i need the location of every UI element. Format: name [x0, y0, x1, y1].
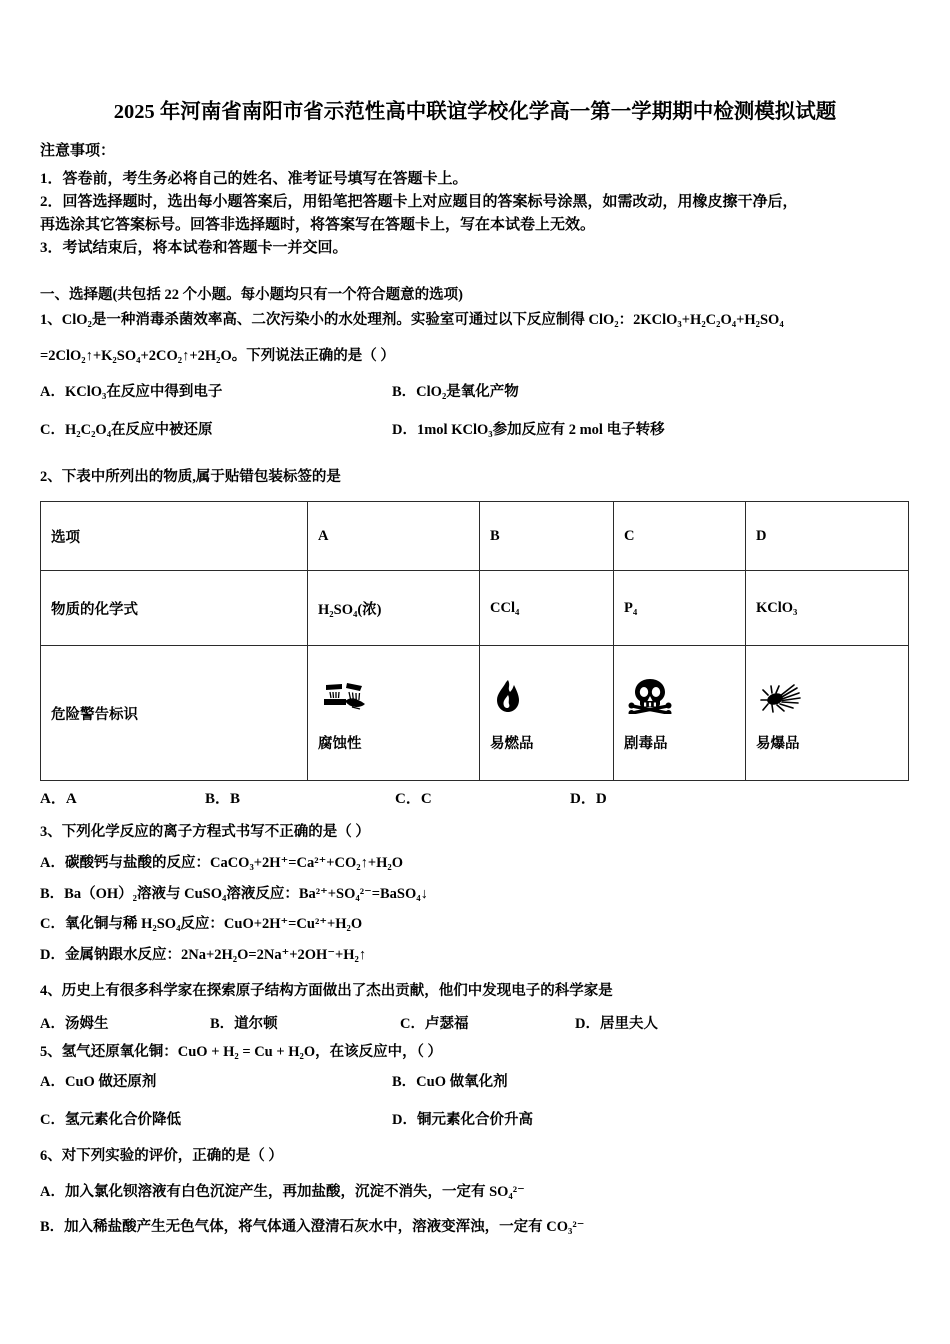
question-1-options-row-2 — [40, 420, 910, 442]
question-2-stem: 2、下表中所列出的物质,属于贴错包装标签的是 — [40, 469, 341, 486]
question-1-option-c[interactable]: C．H₂C₂O₄在反应中被还原 — [40, 421, 213, 438]
question-5-option-b[interactable]: B．CuO 做氧化剂 — [392, 1074, 508, 1091]
notice-heading: 注意事项： — [40, 142, 116, 159]
flammable-icon — [490, 674, 603, 718]
question-4-option-a[interactable]: A．汤姆生 — [40, 1015, 109, 1032]
question-1-option-b[interactable]: B．ClO₂是氧化产物 — [392, 383, 519, 400]
question-1-options-row-1 — [40, 382, 910, 404]
corrosive-icon — [318, 674, 469, 718]
question-2-option-d[interactable]: D．D — [570, 791, 607, 808]
question-6-option-b[interactable]: B．加入稀盐酸产生无色气体，将气体通入澄清石灰水中，溶液变浑浊，一定有 CO₃²⁻ — [40, 1219, 585, 1236]
table-row-options — [41, 502, 909, 571]
notice-item-3: 3．考试结束后，将本试卷和答题卡一并交回。 — [40, 239, 348, 256]
notice-item-1: 1．答卷前，考生务必将自己的姓名、准考证号填写在答题卡上。 — [40, 171, 468, 188]
question-5-option-a[interactable]: A．CuO 做还原剂 — [40, 1074, 157, 1091]
hazard-cell-d — [746, 646, 909, 781]
question-3-option-a[interactable]: A．碳酸钙与盐酸的反应：CaCO₃+2H⁺=Ca²⁺+CO₂↑+H₂O — [40, 854, 403, 871]
formula-cell-c: P₄ — [614, 571, 746, 646]
table-header-a: A — [308, 502, 480, 571]
hazard-name-c: 剧毒品 — [624, 735, 668, 752]
question-3-option-b[interactable]: B．Ba（OH）₂溶液与 CuSO₄溶液反应：Ba²⁺+SO₄²⁻=BaSO₄↓ — [40, 885, 428, 902]
hazard-cell-b — [480, 646, 614, 781]
table-header-c: C — [614, 502, 746, 571]
formula-cell-b: CCl₄ — [480, 571, 614, 646]
hazard-name-d: 易爆品 — [756, 735, 800, 752]
hazard-name-b: 易燃品 — [490, 735, 534, 752]
question-1-option-d[interactable]: D．1mol KClO₃参加反应有 2 mol 电子转移 — [392, 421, 665, 438]
question-6-option-a[interactable]: A．加入氯化钡溶液有白色沉淀产生，再加盐酸，沉淀不消失，一定有 SO₄²⁻ — [40, 1183, 525, 1200]
question-3-option-c[interactable]: C．氧化铜与稀 H₂SO₄反应：CuO+2H⁺=Cu²⁺+H₂O — [40, 916, 363, 933]
question-5-option-c[interactable]: C．氢元素化合价降低 — [40, 1112, 181, 1129]
question-5-options-row-2 — [40, 1110, 910, 1132]
table-row-label-hazard: 危险警告标识 — [41, 646, 308, 781]
question-2-options — [40, 787, 910, 808]
question-6-stem: 6、对下列实验的评价，正确的是（ ） — [40, 1147, 283, 1164]
hazard-label-table — [40, 501, 909, 781]
section-heading-choice: 一、选择题(共包括 22 个小题。每小题均只有一个符合题意的选项) — [40, 287, 463, 304]
question-1-stem-line-1: 1、ClO₂是一种消毒杀菌效率高、二次污染小的水处理剂。实验室可通过以下反应制得 ClO₂：2KClO₃+H₂C₂O₄+H₂SO₄ — [40, 312, 784, 329]
question-4-stem: 4、历史上有很多科学家在探索原子结构方面做出了杰出贡献，他们中发现电子的科学家是 — [40, 982, 613, 999]
toxic-skull-icon — [624, 674, 735, 718]
table-header-b: B — [480, 502, 614, 571]
formula-cell-a: H₂SO₄(浓) — [308, 571, 480, 646]
question-2-option-c[interactable]: C．C — [395, 791, 432, 808]
question-5-option-d[interactable]: D．铜元素化合价升高 — [392, 1112, 533, 1129]
question-1-stem-line-2: =2ClO₂↑+K₂SO₄+2CO₂↑+2H₂O。下列说法正确的是（ ） — [40, 348, 395, 365]
question-4-options — [40, 1012, 910, 1033]
notice-item-2-line-2: 再选涂其它答案标号。回答非选择题时，将答案写在答题卡上，写在本试卷上无效。 — [40, 216, 596, 233]
question-3-stem: 3、下列化学反应的离子方程式书写不正确的是（ ） — [40, 824, 370, 841]
question-4-option-d[interactable]: D．居里夫人 — [575, 1015, 658, 1032]
question-2-option-a[interactable]: A．A — [40, 791, 77, 808]
question-4-option-b[interactable]: B．道尔顿 — [210, 1015, 278, 1032]
notice-item-2-line-1: 2．回答选择题时，选出每小题答案后，用铅笔把答题卡上对应题目的答案标号涂黑，如需改动，用橡皮擦干净后， — [40, 193, 798, 210]
question-1-option-a[interactable]: A．KClO₃在反应中得到电子 — [40, 383, 223, 400]
table-header-d: D — [746, 502, 909, 571]
table-row-label-formula: 物质的化学式 — [41, 571, 308, 646]
formula-cell-d: KClO₃ — [746, 571, 909, 646]
hazard-cell-a — [308, 646, 480, 781]
table-row-hazard-symbols — [41, 646, 909, 781]
table-row-formulas — [41, 571, 909, 646]
question-2-option-b[interactable]: B．B — [205, 791, 241, 808]
page-title: 2025 年河南省南阳市省示范性高中联谊学校化学高一第一学期期中检测模拟试题 — [113, 101, 837, 123]
hazard-name-a: 腐蚀性 — [318, 735, 362, 752]
question-4-option-c[interactable]: C．卢瑟福 — [400, 1015, 469, 1032]
question-5-options-row-1 — [40, 1072, 910, 1094]
question-3-option-d[interactable]: D．金属钠跟水反应：2Na+2H₂O=2Na⁺+2OH⁻+H₂↑ — [40, 947, 367, 964]
table-row-label-options: 选项 — [41, 502, 308, 571]
hazard-cell-c — [614, 646, 746, 781]
question-5-stem: 5、氢气还原氧化铜：CuO + H₂ = Cu + H₂O，在该反应中，（ ） — [40, 1043, 443, 1060]
explosive-icon — [756, 674, 898, 718]
